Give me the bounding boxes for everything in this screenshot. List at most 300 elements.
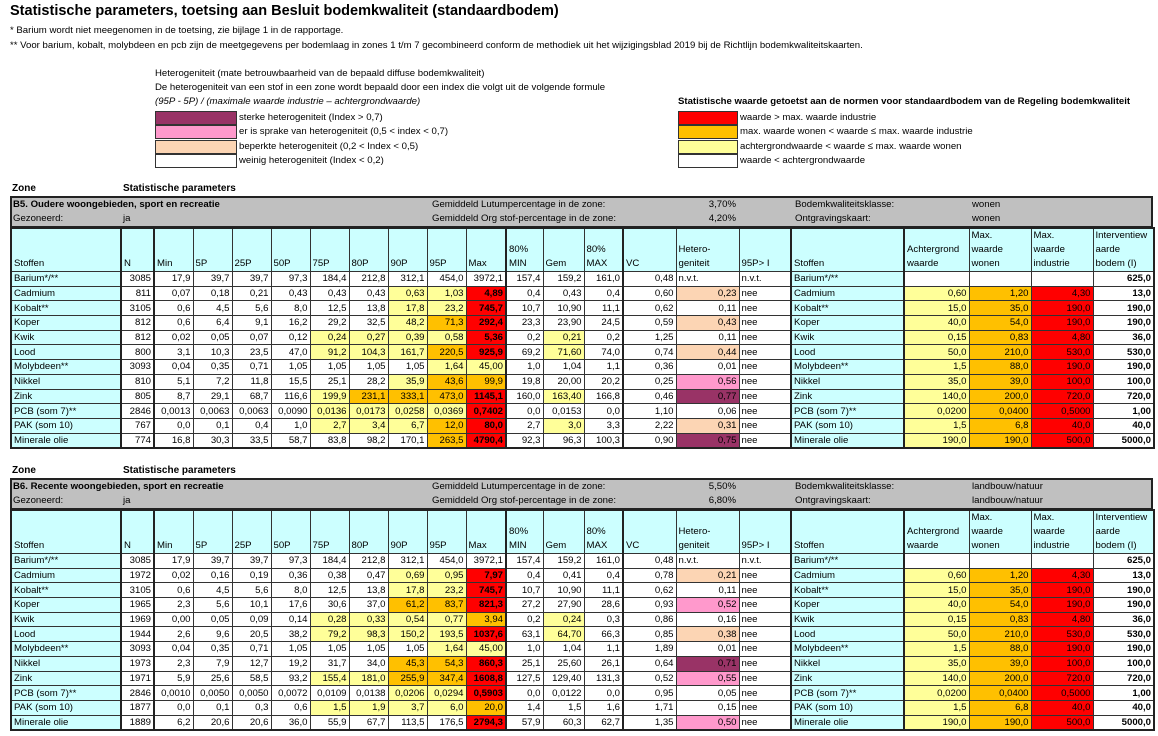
table-cell: 23,3 — [506, 316, 543, 331]
table-cell: 0,95 — [427, 568, 466, 583]
table-row — [11, 656, 1154, 671]
table-cell: 0,6 — [154, 316, 193, 331]
table-cell: 1,05 — [349, 642, 388, 657]
table-cell: 10,90 — [543, 301, 584, 316]
column-header: Gem — [543, 510, 584, 554]
table-cell: 20,00 — [543, 374, 584, 389]
table-cell: 25,6 — [193, 671, 232, 686]
legend-label: weinig heterogeniteit (Index < 0,2) — [239, 154, 384, 166]
table-cell — [1031, 272, 1093, 287]
table-cell: 40,0 — [904, 598, 969, 613]
table-cell: 255,9 — [388, 671, 427, 686]
table-cell: 2794,3 — [466, 715, 506, 730]
table-cell: n.v.t. — [739, 554, 791, 569]
table-cell: 1037,6 — [466, 627, 506, 642]
table-cell: 200,0 — [969, 671, 1031, 686]
table-cell: 0,0200 — [904, 404, 969, 419]
table-cell: 16,2 — [271, 316, 310, 331]
table-cell: 0,18 — [193, 286, 232, 301]
table-cell: 0,0 — [506, 404, 543, 419]
table-cell: 3105 — [121, 301, 154, 316]
table-cell: 29,2 — [310, 316, 349, 331]
table-cell: 263,5 — [427, 433, 466, 448]
table-cell: 100,0 — [1093, 656, 1154, 671]
table-cell: 312,1 — [388, 554, 427, 569]
table-cell: 190,0 — [904, 433, 969, 448]
table-cell: 190,0 — [969, 433, 1031, 448]
table-cell: 0,14 — [271, 612, 310, 627]
table-cell: 63,1 — [506, 627, 543, 642]
table-cell: 159,2 — [543, 554, 584, 569]
legend-label: waarde > max. waarde industrie — [740, 112, 877, 123]
table-cell: 36,0 — [271, 715, 310, 730]
substance-name: Koper — [11, 598, 121, 613]
zone-label: Zone — [12, 465, 36, 476]
table-cell: 0,01 — [676, 360, 739, 375]
table-cell: 36,0 — [1093, 612, 1154, 627]
table-cell: 0,83 — [969, 330, 1031, 345]
table-cell: 48,2 — [388, 316, 427, 331]
gezoneerd-value: ja — [123, 495, 131, 506]
table-cell: 1,64 — [427, 360, 466, 375]
table-cell: 821,3 — [466, 598, 506, 613]
legend-label: beperkte heterogeniteit (0,2 < Index < 0,5) — [239, 140, 419, 152]
table-cell: 1608,8 — [466, 671, 506, 686]
table-cell: 13,8 — [349, 583, 388, 598]
table-cell: 170,1 — [388, 433, 427, 448]
table-cell: 774 — [121, 433, 154, 448]
substance-name: Lood — [11, 627, 121, 642]
table-cell: 29,1 — [193, 389, 232, 404]
table-cell: 0,58 — [427, 330, 466, 345]
table-cell: 625,0 — [1093, 272, 1154, 287]
table-cell: 20,2 — [584, 374, 623, 389]
substance-name: Minerale olie — [791, 433, 904, 448]
table-cell: 1,64 — [427, 642, 466, 657]
table-cell: 10,7 — [506, 301, 543, 316]
table-cell: 20,6 — [193, 715, 232, 730]
table-cell: 1,4 — [506, 700, 543, 715]
table-cell: 0,60 — [904, 568, 969, 583]
table-cell: 0,19 — [232, 568, 271, 583]
table-cell: 88,0 — [969, 642, 1031, 657]
table-cell: 8,0 — [271, 583, 310, 598]
table-cell: 1,00 — [1093, 404, 1154, 419]
substance-name: Barium*/** — [791, 554, 904, 569]
table-cell: 100,0 — [1093, 374, 1154, 389]
table-cell: 0,0 — [584, 404, 623, 419]
table-cell: 7,97 — [466, 568, 506, 583]
table-row — [11, 360, 1154, 375]
table-cell: 1,10 — [623, 404, 676, 419]
table-cell: 25,1 — [310, 374, 349, 389]
table-cell: 16,8 — [154, 433, 193, 448]
table-cell: 0,11 — [676, 330, 739, 345]
column-header: 80% MAX — [584, 228, 623, 272]
stat-params-label: Statistische parameters — [123, 183, 236, 194]
column-header: 50P — [271, 228, 310, 272]
table-cell: 184,4 — [310, 554, 349, 569]
table-cell: 58,5 — [232, 671, 271, 686]
legend-swatch — [155, 140, 237, 154]
table-cell: 800 — [121, 345, 154, 360]
table-cell: 0,86 — [623, 612, 676, 627]
table-cell: 0,04 — [154, 360, 193, 375]
table-cell: 1,00 — [1093, 686, 1154, 701]
table-cell: nee — [739, 671, 791, 686]
table-cell: 12,5 — [310, 301, 349, 316]
table-cell: 190,0 — [1031, 583, 1093, 598]
table-cell: 4,5 — [193, 583, 232, 598]
table-cell: 0,0 — [506, 686, 543, 701]
table-cell: 2,6 — [154, 627, 193, 642]
table-cell: 45,00 — [466, 642, 506, 657]
table-cell: 11,1 — [584, 583, 623, 598]
table-cell: 2,3 — [154, 656, 193, 671]
table-cell: 473,0 — [427, 389, 466, 404]
table-cell: 0,52 — [676, 598, 739, 613]
column-header: 80% MIN — [506, 228, 543, 272]
table-cell: nee — [739, 360, 791, 375]
substance-name: Cadmium — [11, 286, 121, 301]
substance-name: Molybdeen** — [791, 360, 904, 375]
table-cell: 140,0 — [904, 671, 969, 686]
legend-hetero-heading: Heterogeniteit (mate betrouwbaarheid van de bepaald diffuse bodemkwaliteit) — [155, 68, 485, 79]
table-cell: 500,0 — [1031, 715, 1093, 730]
table-cell: 720,0 — [1093, 389, 1154, 404]
table-cell: 140,0 — [904, 389, 969, 404]
table-cell: 83,8 — [310, 433, 349, 448]
table-cell: 155,4 — [310, 671, 349, 686]
table-cell: 200,0 — [969, 389, 1031, 404]
table-cell: nee — [739, 715, 791, 730]
table-cell: 57,9 — [506, 715, 543, 730]
table-cell: 19,2 — [271, 656, 310, 671]
table-cell: 720,0 — [1031, 389, 1093, 404]
table-cell: nee — [739, 345, 791, 360]
table-row — [11, 671, 1154, 686]
table-cell: 193,5 — [427, 627, 466, 642]
legend-swatch — [155, 154, 237, 168]
table-cell: 80,0 — [466, 418, 506, 433]
table-cell: 312,1 — [388, 272, 427, 287]
substance-name: Cadmium — [791, 286, 904, 301]
table-cell: 5,6 — [193, 598, 232, 613]
table-cell: 50,0 — [904, 627, 969, 642]
table-cell: 157,4 — [506, 554, 543, 569]
table-cell: 20,6 — [232, 715, 271, 730]
table-cell: 0,31 — [676, 418, 739, 433]
table-cell: 0,0063 — [232, 404, 271, 419]
table-cell: 0,52 — [623, 671, 676, 686]
table-cell: 0,4 — [506, 568, 543, 583]
table-cell: 30,3 — [193, 433, 232, 448]
table-cell: 0,4 — [584, 568, 623, 583]
column-header: 80P — [349, 510, 388, 554]
column-header: 95P> I — [739, 228, 791, 272]
table-cell: 0,02 — [154, 330, 193, 345]
table-cell: 0,3 — [232, 700, 271, 715]
substance-name: Koper — [11, 316, 121, 331]
klasse-label: Bodemkwaliteitsklasse: — [795, 481, 895, 492]
substance-name: PAK (som 10) — [11, 418, 121, 433]
table-cell: 0,5000 — [1031, 404, 1093, 419]
table-cell: 9,1 — [232, 316, 271, 331]
table-cell — [1031, 554, 1093, 569]
table-cell: 39,0 — [969, 656, 1031, 671]
table-row — [11, 642, 1154, 657]
table-cell: 79,2 — [310, 627, 349, 642]
table-cell: 1973 — [121, 656, 154, 671]
table-cell: 40,0 — [1093, 418, 1154, 433]
table-cell: 1,20 — [969, 286, 1031, 301]
table-cell: 0,95 — [623, 686, 676, 701]
table-cell: 1,5 — [310, 700, 349, 715]
table-cell: 54,0 — [969, 316, 1031, 331]
table-row — [11, 404, 1154, 419]
table-cell: 1145,1 — [466, 389, 506, 404]
table-cell: 27,90 — [543, 598, 584, 613]
table-cell: 28,6 — [584, 598, 623, 613]
table-cell: 0,71 — [232, 360, 271, 375]
table-cell: 0,41 — [543, 568, 584, 583]
table-row — [11, 583, 1154, 598]
table-cell: 5000,0 — [1093, 433, 1154, 448]
legend-norm-heading: Statistische waarde getoetst aan de normen voor standaardbodem van de Regeling bodemkwaliteit — [678, 96, 1131, 107]
table-cell: 98,2 — [349, 433, 388, 448]
table-cell: 88,0 — [969, 360, 1031, 375]
table-cell: 4,80 — [1031, 612, 1093, 627]
table-cell: 50,0 — [904, 345, 969, 360]
table-cell: nee — [739, 598, 791, 613]
table-cell: 0,0258 — [388, 404, 427, 419]
table-cell: 1,04 — [543, 360, 584, 375]
table-cell: 1,35 — [623, 715, 676, 730]
table-cell: 10,1 — [232, 598, 271, 613]
legend-swatch — [678, 154, 738, 168]
table-cell: 3,4 — [349, 418, 388, 433]
table-cell: 212,8 — [349, 554, 388, 569]
table-cell: 0,09 — [232, 612, 271, 627]
table-cell — [969, 554, 1031, 569]
table-cell: 810 — [121, 374, 154, 389]
table-cell: 1,0 — [271, 418, 310, 433]
table-cell: 530,0 — [1031, 345, 1093, 360]
table-cell: 1,03 — [427, 286, 466, 301]
table-cell: 0,2 — [506, 612, 543, 627]
org-label: Gemiddeld Org stof-percentage in de zone: — [432, 213, 616, 224]
table-cell: 66,3 — [584, 627, 623, 642]
table-cell: 0,62 — [623, 583, 676, 598]
table-cell: 35,0 — [904, 374, 969, 389]
column-header: Min — [154, 510, 193, 554]
column-header: 80% MIN — [506, 510, 543, 554]
table-cell: 15,0 — [904, 583, 969, 598]
table-cell: 12,5 — [310, 583, 349, 598]
table-cell: 0,15 — [904, 330, 969, 345]
table-cell: 0,27 — [349, 330, 388, 345]
table-cell: 58,7 — [271, 433, 310, 448]
table-cell: 0,15 — [676, 700, 739, 715]
table-cell: 0,02 — [154, 568, 193, 583]
table-cell: 0,38 — [310, 568, 349, 583]
table-cell: 54,3 — [427, 656, 466, 671]
table-cell: 1889 — [121, 715, 154, 730]
table-cell: 39,7 — [193, 272, 232, 287]
table-cell: 1,0 — [506, 360, 543, 375]
table-cell: 1,1 — [584, 360, 623, 375]
table-cell: nee — [739, 627, 791, 642]
table-cell: 812 — [121, 316, 154, 331]
table-cell: 0,05 — [193, 612, 232, 627]
table-cell: 10,7 — [506, 583, 543, 598]
table-cell: 160,0 — [506, 389, 543, 404]
column-header: N — [121, 228, 154, 272]
table-cell: 55,9 — [310, 715, 349, 730]
column-header: 80% MAX — [584, 510, 623, 554]
substance-name: Cadmium — [791, 568, 904, 583]
legend-swatch — [678, 140, 738, 154]
table-row — [11, 554, 1154, 569]
column-header: Stoffen — [11, 510, 121, 554]
table-header-row — [11, 510, 1154, 554]
table-cell: 6,8 — [969, 700, 1031, 715]
table-cell: 43,6 — [427, 374, 466, 389]
table-cell: 161,7 — [388, 345, 427, 360]
table-cell: 97,3 — [271, 272, 310, 287]
table-cell: 166,8 — [584, 389, 623, 404]
table-cell: 0,43 — [349, 286, 388, 301]
table-cell: 184,4 — [310, 272, 349, 287]
table-cell: 17,8 — [388, 301, 427, 316]
table-cell: 0,1 — [193, 418, 232, 433]
table-cell: 25,60 — [543, 656, 584, 671]
substance-name: PCB (som 7)** — [791, 404, 904, 419]
table-cell: 0,0173 — [349, 404, 388, 419]
substance-name: Lood — [791, 345, 904, 360]
table-cell: 0,0138 — [349, 686, 388, 701]
ontgraving-label: Ontgravingskaart: — [795, 495, 871, 506]
note-barium: * Barium wordt niet meegenomen in de toetsing, zie bijlage 1 in de rapportage. — [10, 25, 344, 36]
substance-name: Lood — [11, 345, 121, 360]
table-cell: 0,0010 — [154, 686, 193, 701]
table-cell: 0,5000 — [1031, 686, 1093, 701]
table-cell: 0,06 — [676, 404, 739, 419]
column-header: Interventiew aarde bodem (I) — [1093, 510, 1154, 554]
table-cell: 190,0 — [969, 715, 1031, 730]
table-cell: 231,1 — [349, 389, 388, 404]
table-cell: 5,6 — [232, 583, 271, 598]
table-cell: 23,2 — [427, 301, 466, 316]
table-cell: 0,25 — [623, 374, 676, 389]
table-cell: 3,0 — [543, 418, 584, 433]
column-header: Max — [466, 510, 506, 554]
table-cell: 98,3 — [349, 627, 388, 642]
table-cell: nee — [739, 286, 791, 301]
column-header: 25P — [232, 228, 271, 272]
table-cell: nee — [739, 612, 791, 627]
table-row — [11, 330, 1154, 345]
table-cell: 0,43 — [676, 316, 739, 331]
table-cell: 2,3 — [154, 598, 193, 613]
table-cell: 39,7 — [193, 554, 232, 569]
table-cell: 1,05 — [388, 360, 427, 375]
table-cell: 0,60 — [904, 286, 969, 301]
table-cell: 5,9 — [154, 671, 193, 686]
table-row — [11, 598, 1154, 613]
table-cell: 0,46 — [623, 389, 676, 404]
table-cell: nee — [739, 301, 791, 316]
table-cell: 0,2 — [506, 330, 543, 345]
table-cell: 220,5 — [427, 345, 466, 360]
substance-name: Nikkel — [11, 374, 121, 389]
table-cell: 212,8 — [349, 272, 388, 287]
table-cell: nee — [739, 568, 791, 583]
table-cell: nee — [739, 433, 791, 448]
table-cell: 454,0 — [427, 554, 466, 569]
substance-name: Koper — [791, 598, 904, 613]
table-cell: 0,16 — [193, 568, 232, 583]
table-cell: 0,05 — [676, 686, 739, 701]
column-header: Max. waarde industrie — [1031, 228, 1093, 272]
table-cell: 11,1 — [584, 301, 623, 316]
table-cell: 0,6 — [154, 301, 193, 316]
table-cell: 181,0 — [349, 671, 388, 686]
table-cell: 0,0 — [154, 418, 193, 433]
table-cell: 26,1 — [584, 656, 623, 671]
table-cell: 347,4 — [427, 671, 466, 686]
table-cell: 1877 — [121, 700, 154, 715]
substance-name: Molybdeen** — [11, 642, 121, 657]
table-cell: 0,85 — [623, 627, 676, 642]
table-cell: 0,2 — [584, 330, 623, 345]
table-cell: 13,8 — [349, 301, 388, 316]
table-cell: 860,3 — [466, 656, 506, 671]
table-cell: 5,1 — [154, 374, 193, 389]
substance-name: Barium*/** — [11, 272, 121, 287]
table-cell: 3,3 — [584, 418, 623, 433]
substance-name: Lood — [791, 627, 904, 642]
table-cell: 333,1 — [388, 389, 427, 404]
column-header: Stoffen — [11, 228, 121, 272]
substance-name: Minerale olie — [11, 715, 121, 730]
table-cell: 0,0013 — [154, 404, 193, 419]
legend-label: er is sprake van heterogeniteit (0,5 < index < 0,7) — [239, 126, 449, 138]
table-cell: 1,9 — [349, 700, 388, 715]
table-cell: 91,2 — [310, 345, 349, 360]
table-cell: 12,7 — [232, 656, 271, 671]
table-cell: 1,05 — [349, 360, 388, 375]
table-cell: 1,5 — [904, 418, 969, 433]
table-cell: 3093 — [121, 642, 154, 657]
table-cell: 3972,1 — [466, 272, 506, 287]
lutum-label: Gemiddeld Lutumpercentage in de zone: — [432, 481, 606, 492]
table-cell: 23,5 — [232, 345, 271, 360]
substance-name: Kwik — [11, 612, 121, 627]
table-cell: 37,0 — [349, 598, 388, 613]
table-cell: 1969 — [121, 612, 154, 627]
table-cell: 2,7 — [506, 418, 543, 433]
table-cell: 0,0 — [154, 700, 193, 715]
table-cell: 0,63 — [388, 286, 427, 301]
page-title: Statistische parameters, toetsing aan Besluit bodemkwaliteit (standaardbodem) — [10, 3, 559, 19]
legend-label: max. waarde wonen < waarde ≤ max. waarde industrie — [740, 126, 973, 138]
table-cell: 11,8 — [232, 374, 271, 389]
table-cell: n.v.t. — [676, 554, 739, 569]
table-row — [11, 715, 1154, 730]
table-cell: 7,9 — [193, 656, 232, 671]
column-header: 80P — [349, 228, 388, 272]
